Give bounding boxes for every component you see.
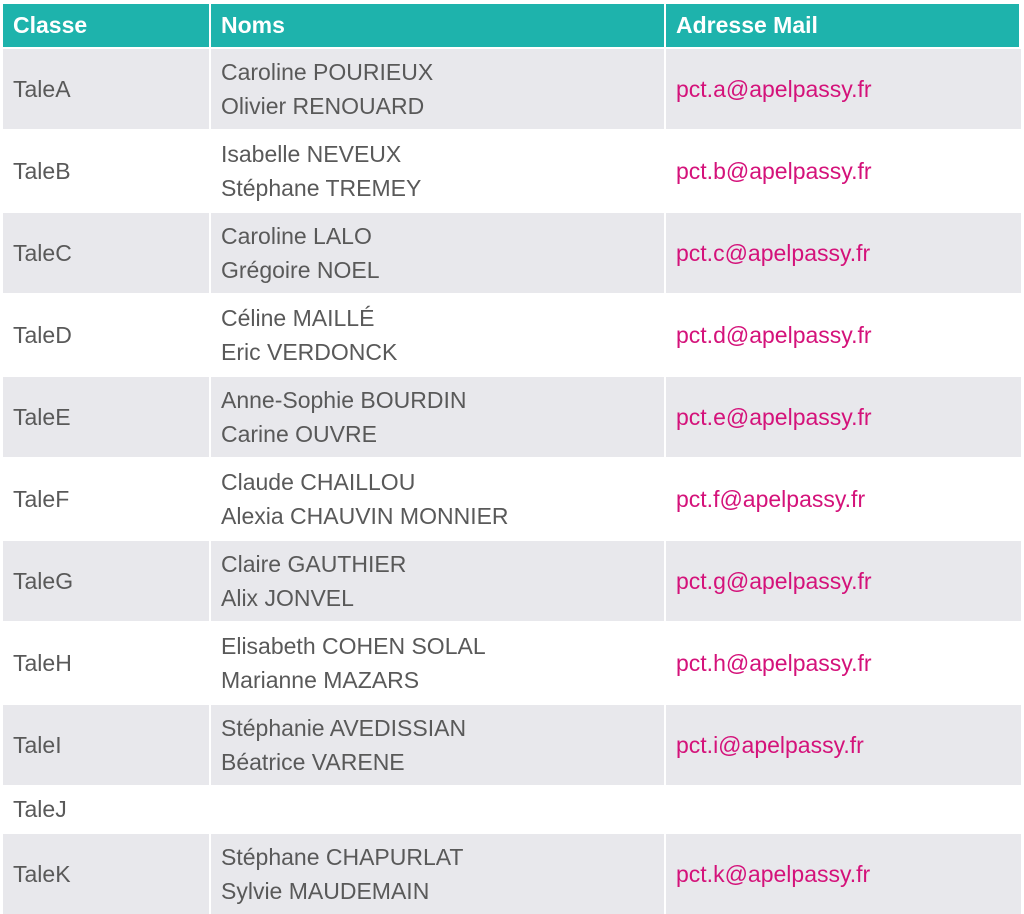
name-line: Claude CHAILLOU [221, 469, 416, 495]
classe-cell: TaleG [3, 541, 211, 621]
classe-cell: TaleH [3, 623, 211, 703]
email-link[interactable]: pct.e@apelpassy.fr [676, 403, 872, 430]
name-line: Marianne MAZARS [221, 667, 420, 693]
name-line: Stéphane CHAPURLAT [221, 844, 464, 870]
classe-cell: TaleA [3, 49, 211, 129]
classe-cell: TaleI [3, 705, 211, 785]
classe-cell: TaleJ [3, 787, 211, 832]
name-line: Isabelle NEVEUX [221, 141, 402, 167]
name-line: Alexia CHAUVIN MONNIER [221, 503, 509, 529]
email-link[interactable]: pct.b@apelpassy.fr [676, 157, 872, 184]
names-cell [211, 459, 666, 539]
names-cell [211, 49, 666, 129]
names-cell [211, 541, 666, 621]
email-link[interactable]: pct.g@apelpassy.fr [676, 567, 872, 594]
names-cell [211, 131, 666, 211]
email-cell [666, 131, 1021, 211]
email-link[interactable]: pct.d@apelpassy.fr [676, 321, 872, 348]
email-cell [666, 377, 1021, 457]
name-line: Grégoire NOEL [221, 257, 380, 283]
names-cell [211, 623, 666, 703]
email-cell [666, 623, 1021, 703]
email-cell [666, 49, 1021, 129]
names-cell [211, 705, 666, 785]
email-cell [666, 834, 1021, 914]
classe-cell: TaleF [3, 459, 211, 539]
email-cell [666, 213, 1021, 293]
header-adresse-mail: Adresse Mail [666, 4, 1021, 47]
email-link[interactable]: pct.h@apelpassy.fr [676, 649, 872, 676]
name-line: Eric VERDONCK [221, 339, 398, 365]
header-classe: Classe [3, 4, 211, 47]
name-line: Céline MAILLÉ [221, 305, 375, 331]
name-line: Carine OUVRE [221, 421, 377, 447]
name-line: Olivier RENOUARD [221, 93, 425, 119]
classe-cell: TaleD [3, 295, 211, 375]
name-line: Stéphanie AVEDISSIAN [221, 715, 467, 741]
header-noms: Noms [211, 4, 666, 47]
names-cell [211, 787, 666, 832]
email-cell [666, 459, 1021, 539]
name-line: Claire GAUTHIER [221, 551, 407, 577]
name-line: Caroline LALO [221, 223, 372, 249]
classe-cell: TaleB [3, 131, 211, 211]
classe-cell: TaleE [3, 377, 211, 457]
names-cell [211, 295, 666, 375]
email-cell [666, 295, 1021, 375]
names-cell [211, 834, 666, 914]
email-link[interactable]: pct.f@apelpassy.fr [676, 485, 866, 512]
name-line: Sylvie MAUDEMAIN [221, 878, 430, 904]
names-cell [211, 213, 666, 293]
name-line: Caroline POURIEUX [221, 59, 434, 85]
email-cell [666, 541, 1021, 621]
name-line: Alix JONVEL [221, 585, 354, 611]
email-link[interactable]: pct.i@apelpassy.fr [676, 731, 864, 758]
name-line: Elisabeth COHEN SOLAL [221, 633, 486, 659]
contacts-table [3, 4, 1021, 914]
email-cell [666, 787, 1021, 832]
email-link[interactable]: pct.a@apelpassy.fr [676, 75, 872, 102]
classe-cell: TaleK [3, 834, 211, 914]
email-cell [666, 705, 1021, 785]
name-line: Béatrice VARENE [221, 749, 405, 775]
name-line: Anne-Sophie BOURDIN [221, 387, 467, 413]
email-link[interactable]: pct.c@apelpassy.fr [676, 239, 871, 266]
names-cell [211, 377, 666, 457]
name-line: Stéphane TREMEY [221, 175, 422, 201]
email-link[interactable]: pct.k@apelpassy.fr [676, 860, 871, 887]
classe-cell: TaleC [3, 213, 211, 293]
